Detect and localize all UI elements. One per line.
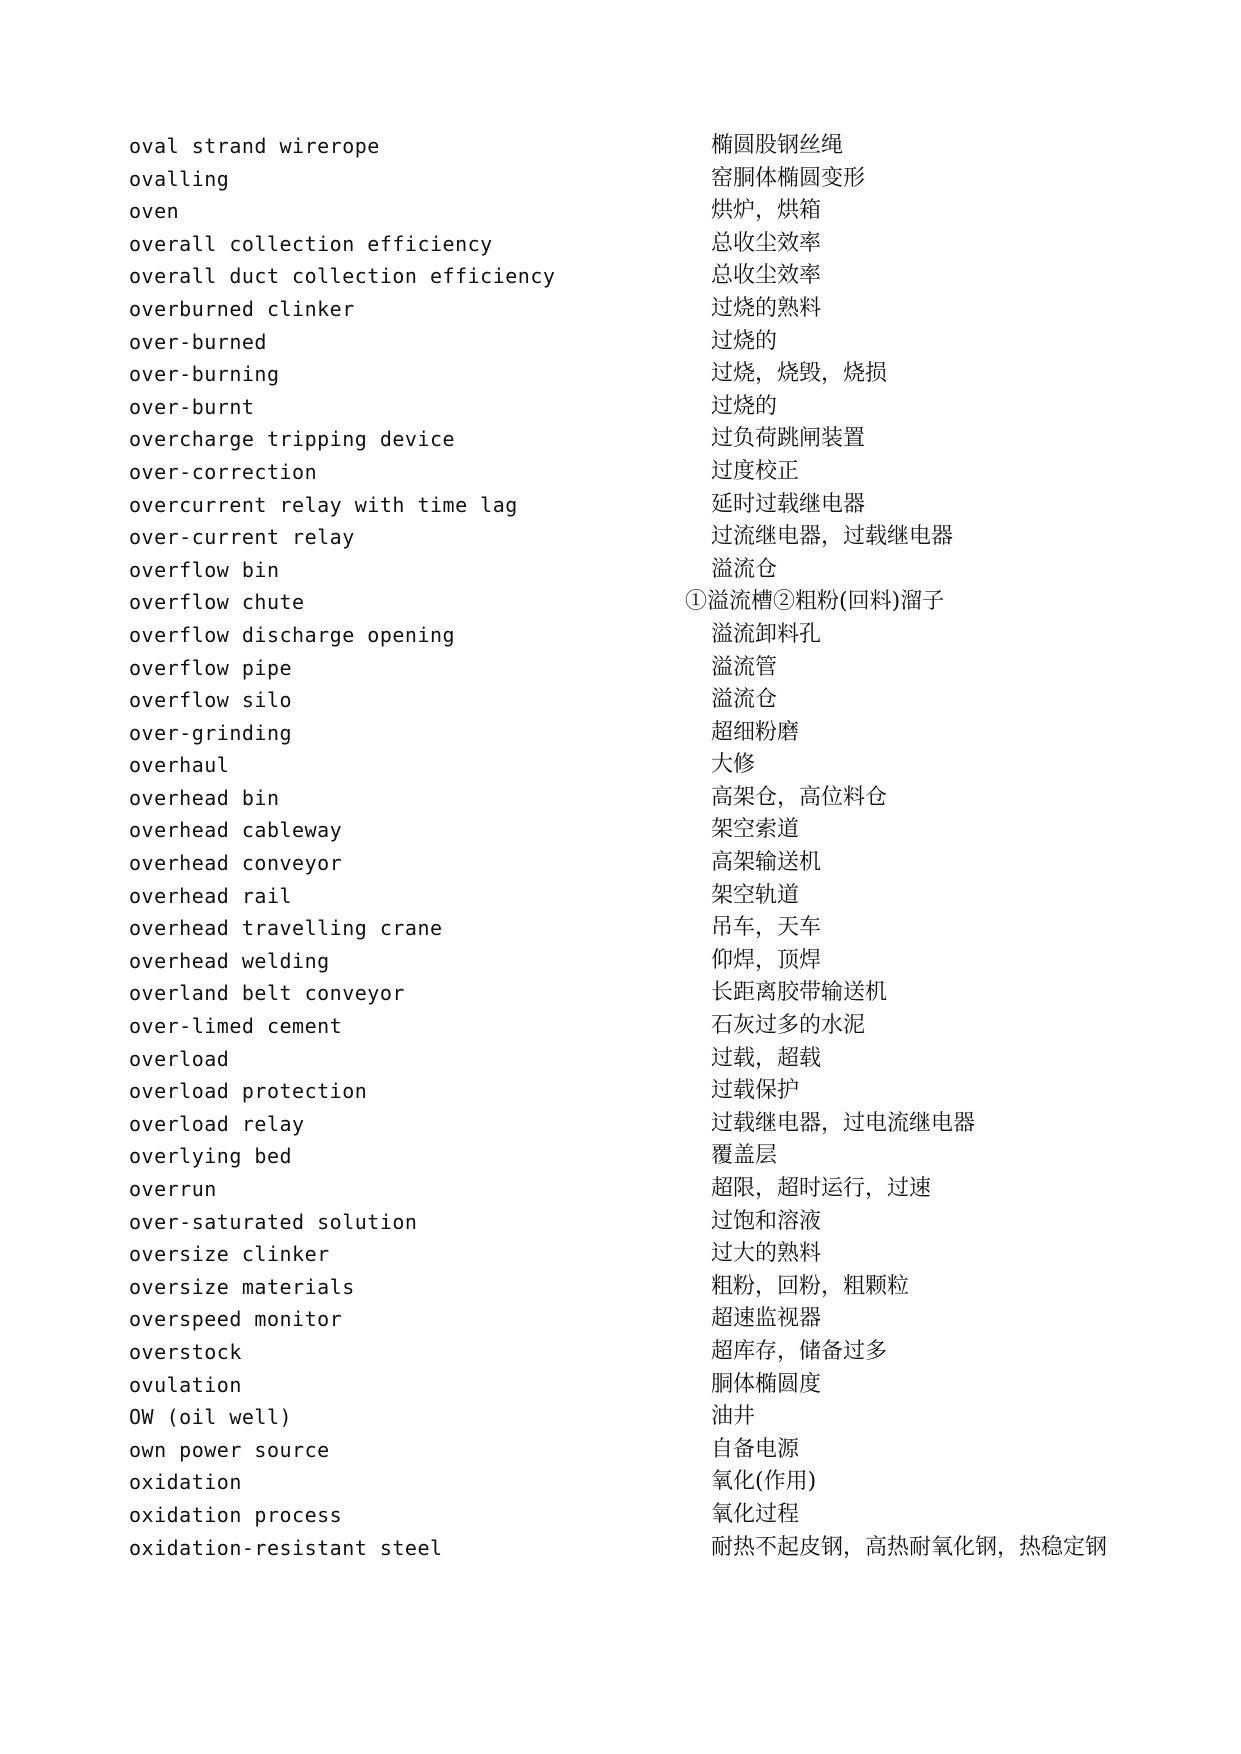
entry-definition: 过载继电器，过电流继电器 — [711, 1110, 976, 1136]
glossary-list — [129, 130, 1129, 1602]
glossary-entry — [129, 782, 1129, 815]
glossary-entry — [129, 1401, 1129, 1434]
entry-term: overall collection efficiency — [129, 231, 493, 256]
entry-term: overland belt conveyor — [129, 981, 405, 1006]
entry-definition: 超速监视器 — [711, 1306, 822, 1332]
glossary-entry — [129, 586, 1129, 619]
entry-term: overflow discharge opening — [129, 622, 456, 647]
glossary-entry — [129, 391, 1129, 424]
entry-term: overhead bin — [129, 785, 280, 810]
glossary-entry — [129, 228, 1129, 261]
glossary-entry — [129, 1173, 1129, 1206]
glossary-entry — [129, 293, 1129, 326]
glossary-entry — [129, 423, 1129, 456]
glossary-entry — [129, 1499, 1129, 1532]
glossary-entry — [129, 1238, 1129, 1271]
glossary-entry — [129, 717, 1129, 750]
entry-definition: ①溢流槽②粗粉(回料)溜子 — [685, 589, 945, 615]
entry-term: overcharge tripping device — [129, 427, 456, 452]
entry-definition: 过大的熟料 — [711, 1241, 822, 1267]
entry-definition: 吊车，天车 — [711, 915, 822, 941]
entry-term: oxidation process — [129, 1502, 343, 1527]
entry-term: over-saturated solution — [129, 1209, 418, 1234]
glossary-entry — [129, 977, 1129, 1010]
glossary-entry — [129, 1369, 1129, 1402]
entry-definition: 过饱和溶液 — [711, 1208, 822, 1234]
glossary-entry — [129, 554, 1129, 587]
entry-definition: 氧化过程 — [711, 1501, 800, 1527]
entry-term: overhead welding — [129, 948, 330, 973]
glossary-entry — [129, 358, 1129, 391]
entry-term: OW (oil well) — [129, 1405, 293, 1430]
entry-term: overflow chute — [129, 590, 305, 615]
entry-definition: 过载保护 — [711, 1078, 800, 1104]
glossary-entry — [129, 456, 1129, 489]
entry-term: overhead rail — [129, 883, 293, 908]
entry-term: over-current relay — [129, 525, 355, 550]
glossary-entry — [129, 1140, 1129, 1173]
glossary-entry — [129, 1336, 1129, 1369]
entry-definition: 过烧的 — [711, 393, 778, 419]
glossary-entry — [129, 130, 1129, 163]
glossary-entry — [129, 1043, 1129, 1076]
entry-definition: 过负荷跳闸装置 — [711, 426, 866, 452]
entry-term: over-grinding — [129, 720, 293, 745]
glossary-entry — [129, 1271, 1129, 1304]
entry-term: over-correction — [129, 459, 318, 484]
entry-definition: 超限，超时运行，过速 — [711, 1176, 932, 1201]
glossary-entry — [129, 1075, 1129, 1108]
entry-term: ovulation — [129, 1372, 242, 1397]
entry-term: overspeed monitor — [129, 1307, 343, 1332]
entry-definition: 超库存，储备过多 — [711, 1338, 888, 1364]
entry-definition: 过烧的 — [711, 328, 778, 354]
entry-definition: 窑胴体椭圆变形 — [711, 165, 866, 191]
entry-definition: 总收尘效率 — [711, 230, 822, 256]
glossary-entry — [129, 326, 1129, 359]
entry-term: oven — [129, 199, 180, 224]
entry-definition: 溢流仓 — [711, 687, 778, 713]
entry-term: over-burned — [129, 329, 267, 354]
entry-term: overburned clinker — [129, 296, 355, 321]
entry-definition: 石灰过多的水泥 — [711, 1013, 866, 1039]
entry-term: oversize materials — [129, 1274, 355, 1299]
glossary-entry — [129, 1206, 1129, 1239]
entry-definition: 总收尘效率 — [711, 263, 822, 289]
entry-definition: 架空轨道 — [711, 882, 800, 908]
entry-term: overload protection — [129, 1079, 368, 1104]
glossary-entry — [129, 1010, 1129, 1043]
entry-definition: 氧化(作用) — [711, 1469, 817, 1495]
entry-definition: 高架仓，高位料仓 — [711, 784, 888, 810]
entry-definition: 溢流管 — [711, 654, 778, 680]
entry-definition: 溢流仓 — [711, 556, 778, 582]
entry-term: overhaul — [129, 753, 230, 778]
entry-definition: 过烧，烧毁，烧损 — [711, 361, 888, 387]
entry-term: over-burnt — [129, 394, 255, 419]
entry-term: overlying bed — [129, 1144, 293, 1169]
entry-definition: 长距离胶带输送机 — [711, 980, 888, 1006]
entry-term: oval strand wirerope — [129, 134, 380, 158]
entry-definition: 仰焊，顶焊 — [711, 947, 822, 973]
glossary-entry — [129, 880, 1129, 913]
entry-definition: 过流继电器，过载继电器 — [711, 524, 954, 550]
glossary-entry — [129, 260, 1129, 293]
entry-definition: 耐热不起皮钢，高热耐氧化钢，热稳定钢 — [711, 1534, 1108, 1560]
entry-definition: 油井 — [711, 1404, 756, 1430]
entry-term: overload relay — [129, 1111, 305, 1136]
glossary-entry — [129, 1108, 1129, 1141]
glossary-entry — [129, 1532, 1129, 1602]
entry-term: overhead cableway — [129, 818, 343, 843]
entry-term: overrun — [129, 1177, 217, 1201]
entry-term: overflow pipe — [129, 655, 293, 680]
entry-definition: 烘炉，烘箱 — [711, 198, 822, 224]
glossary-entry — [129, 163, 1129, 196]
entry-term: overcurrent relay with time lag — [129, 492, 518, 517]
entry-definition: 架空索道 — [711, 817, 800, 843]
entry-term: overload — [129, 1046, 230, 1071]
entry-term: oxidation — [129, 1470, 242, 1495]
entry-definition: 自备电源 — [711, 1436, 800, 1462]
glossary-entry — [129, 489, 1129, 522]
entry-term: overflow silo — [129, 688, 293, 713]
glossary-entry — [129, 195, 1129, 228]
entry-definition: 粗粉，回粉，粗颗粒 — [711, 1273, 910, 1299]
entry-definition: 超细粉磨 — [711, 719, 800, 745]
glossary-entry — [129, 912, 1129, 945]
entry-definition: 胴体椭圆度 — [711, 1371, 822, 1397]
glossary-entry — [129, 1303, 1129, 1336]
glossary-entry — [129, 1466, 1129, 1499]
entry-term: overflow bin — [129, 557, 280, 582]
entry-term: overall duct collection efficiency — [129, 264, 556, 289]
glossary-entry — [129, 652, 1129, 685]
entry-definition: 溢流卸料孔 — [711, 621, 822, 647]
entry-definition: 延时过载继电器 — [711, 491, 866, 517]
glossary-entry — [129, 749, 1129, 782]
entry-definition: 覆盖层 — [711, 1143, 778, 1169]
entry-term: overstock — [129, 1339, 242, 1364]
glossary-entry — [129, 521, 1129, 554]
entry-definition: 过度校正 — [711, 458, 800, 484]
entry-definition: 过载，超载 — [711, 1045, 822, 1071]
entry-term: own power source — [129, 1437, 330, 1462]
glossary-entry — [129, 619, 1129, 652]
entry-term: oversize clinker — [129, 1242, 330, 1267]
glossary-entry — [129, 814, 1129, 847]
glossary-entry — [129, 945, 1129, 978]
entry-term: overhead travelling crane — [129, 916, 443, 941]
entry-term: overhead conveyor — [129, 851, 343, 876]
entry-definition: 大修 — [711, 752, 756, 778]
entry-term: oxidation-resistant steel — [129, 1535, 443, 1560]
entry-definition: 过烧的熟料 — [711, 295, 822, 321]
glossary-entry — [129, 847, 1129, 880]
entry-term: over-limed cement — [129, 1014, 343, 1039]
entry-term: over-burning — [129, 362, 280, 387]
entry-definition: 高架输送机 — [711, 850, 822, 876]
entry-definition: 椭圆股钢丝绳 — [711, 133, 844, 158]
glossary-entry — [129, 1434, 1129, 1467]
entry-term: ovalling — [129, 166, 230, 191]
glossary-entry — [129, 684, 1129, 717]
